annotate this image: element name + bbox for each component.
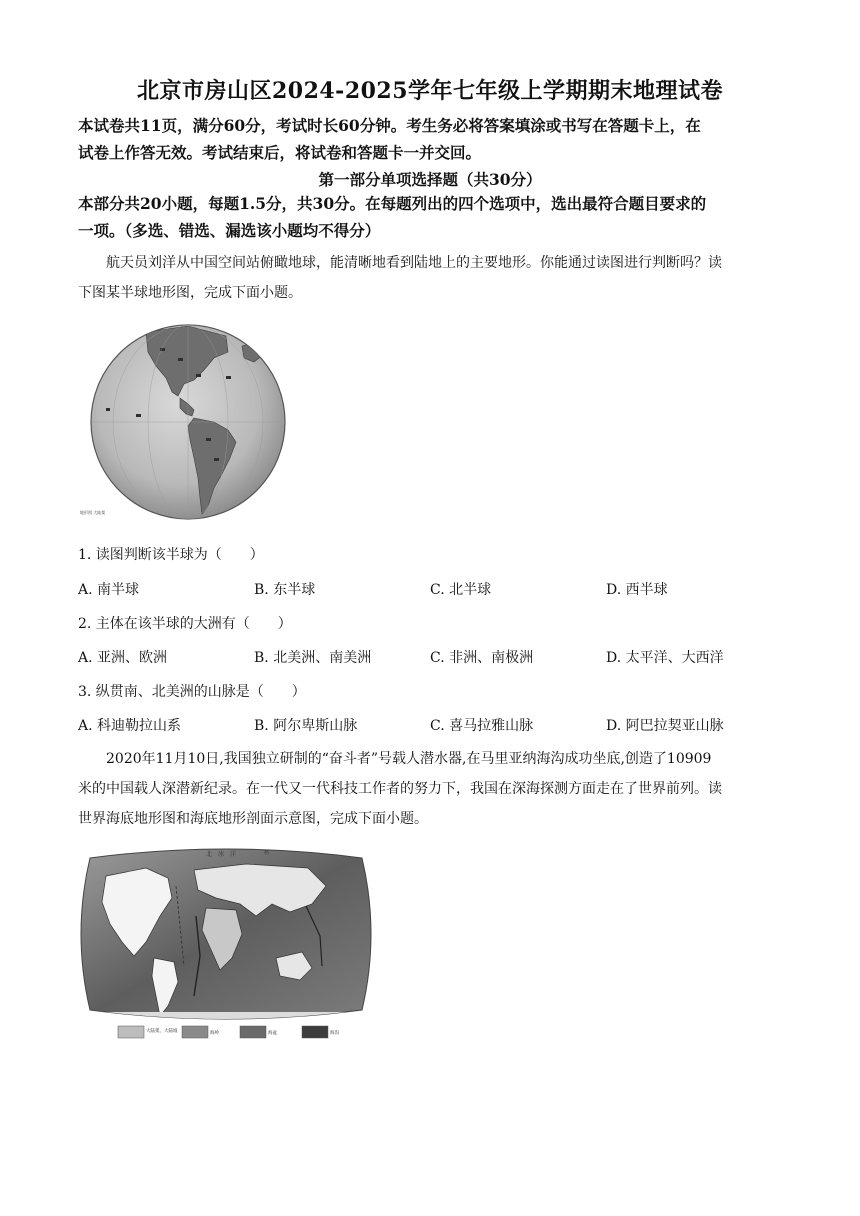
q2-option-d[interactable]: D. 太平洋、大西洋 (606, 650, 724, 666)
hemisphere-map-figure (76, 318, 298, 524)
q1-option-a[interactable]: A. 南半球 (78, 582, 140, 598)
ocean-floor-legend (118, 1026, 339, 1038)
legend-ocean-basin: 海盆 (268, 1031, 277, 1036)
part1-description (78, 190, 784, 244)
part1-desc-line-1: 本部分共20小题，每题1.5分，共30分。在每题列出的四个选项中，选出最符合题目要求的 (78, 194, 707, 213)
question-2-stem: 2. 主体在该半球的大洲有（ ） (78, 616, 292, 632)
hemisphere-map-legend: 地形图 大陆架 (80, 510, 106, 515)
q3-option-c[interactable]: C. 喜马拉雅山脉 (430, 718, 534, 734)
q2-option-a[interactable]: A. 亚洲、欧洲 (78, 650, 168, 666)
ocean-floor-map-image (76, 846, 376, 1042)
arctic-ocean-label: 北 冰 洋 (206, 851, 237, 858)
instructions-line-2: 试卷上作答无效。考试结束后，将试卷和答题卡一并交回。 (78, 143, 482, 162)
part1-title: 第一部分单项选择题（共30分） (318, 170, 542, 189)
q1-option-c[interactable]: C. 北半球 (430, 582, 492, 598)
passage-1-line-2: 下图某半球地形图，完成下面小题。 (78, 285, 302, 301)
legend-ocean-ridge: 海岭 (210, 1031, 219, 1036)
question-1-stem: 1. 读图判断该半球为（ ） (78, 547, 264, 563)
q3-option-d[interactable]: D. 阿巴拉契亚山脉 (606, 718, 724, 734)
passage-1-line-1: 航天员刘洋从中国空间站俯瞰地球，能清晰地看到陆地上的主要地形。你能通过读图进行判断吗？读 (106, 255, 722, 271)
passage-2 (78, 744, 784, 834)
q2-option-c[interactable]: C. 非洲、南极洲 (430, 650, 534, 666)
part1-desc-line-2: 一项。（多选、错选、漏选该小题均不得分） (78, 221, 381, 240)
q2-option-b[interactable]: B. 北美洲、南美洲 (254, 650, 372, 666)
map-top-label: 格 (264, 850, 270, 856)
legend-ocean-trench: 海沟 (330, 1031, 339, 1036)
legend-continental-shelf: 大陆架、大陆坡 (146, 1029, 178, 1034)
hemisphere-map-image (76, 318, 298, 524)
question-3-stem: 3. 纵贯南、北美洲的山脉是（ ） (78, 684, 306, 700)
q1-option-b[interactable]: B. 东半球 (254, 582, 316, 598)
q1-option-d[interactable]: D. 西半球 (606, 582, 668, 598)
instructions-line-1: 本试卷共11页，满分60分，考试时长60分钟。考生务必将答案填涂或书写在答题卡上，在 (78, 116, 701, 135)
q3-option-b[interactable]: B. 阿尔卑斯山脉 (254, 718, 358, 734)
passage-1 (78, 248, 784, 308)
exam-instructions (78, 112, 784, 166)
q3-option-a[interactable]: A. 科迪勒拉山系 (78, 718, 182, 734)
passage-2-line-3: 世界海底地形图和海底地形剖面示意图，完成下面小题。 (78, 811, 428, 827)
ocean-floor-map-figure (76, 846, 376, 1042)
page-title: 北京市房山区2024-2025学年七年级上学期期末地理试卷 (136, 78, 724, 104)
passage-2-line-1: 2020年11月10日,我国独立研制的“奋斗者”号载人潜水器,在马里亚纳海沟成功坐底,创造了10909 (106, 751, 712, 767)
passage-2-line-2: 米的中国载人深潜新纪录。在一代又一代科技工作者的努力下，我国在深海探测方面走在了世界前列。读 (78, 781, 722, 797)
